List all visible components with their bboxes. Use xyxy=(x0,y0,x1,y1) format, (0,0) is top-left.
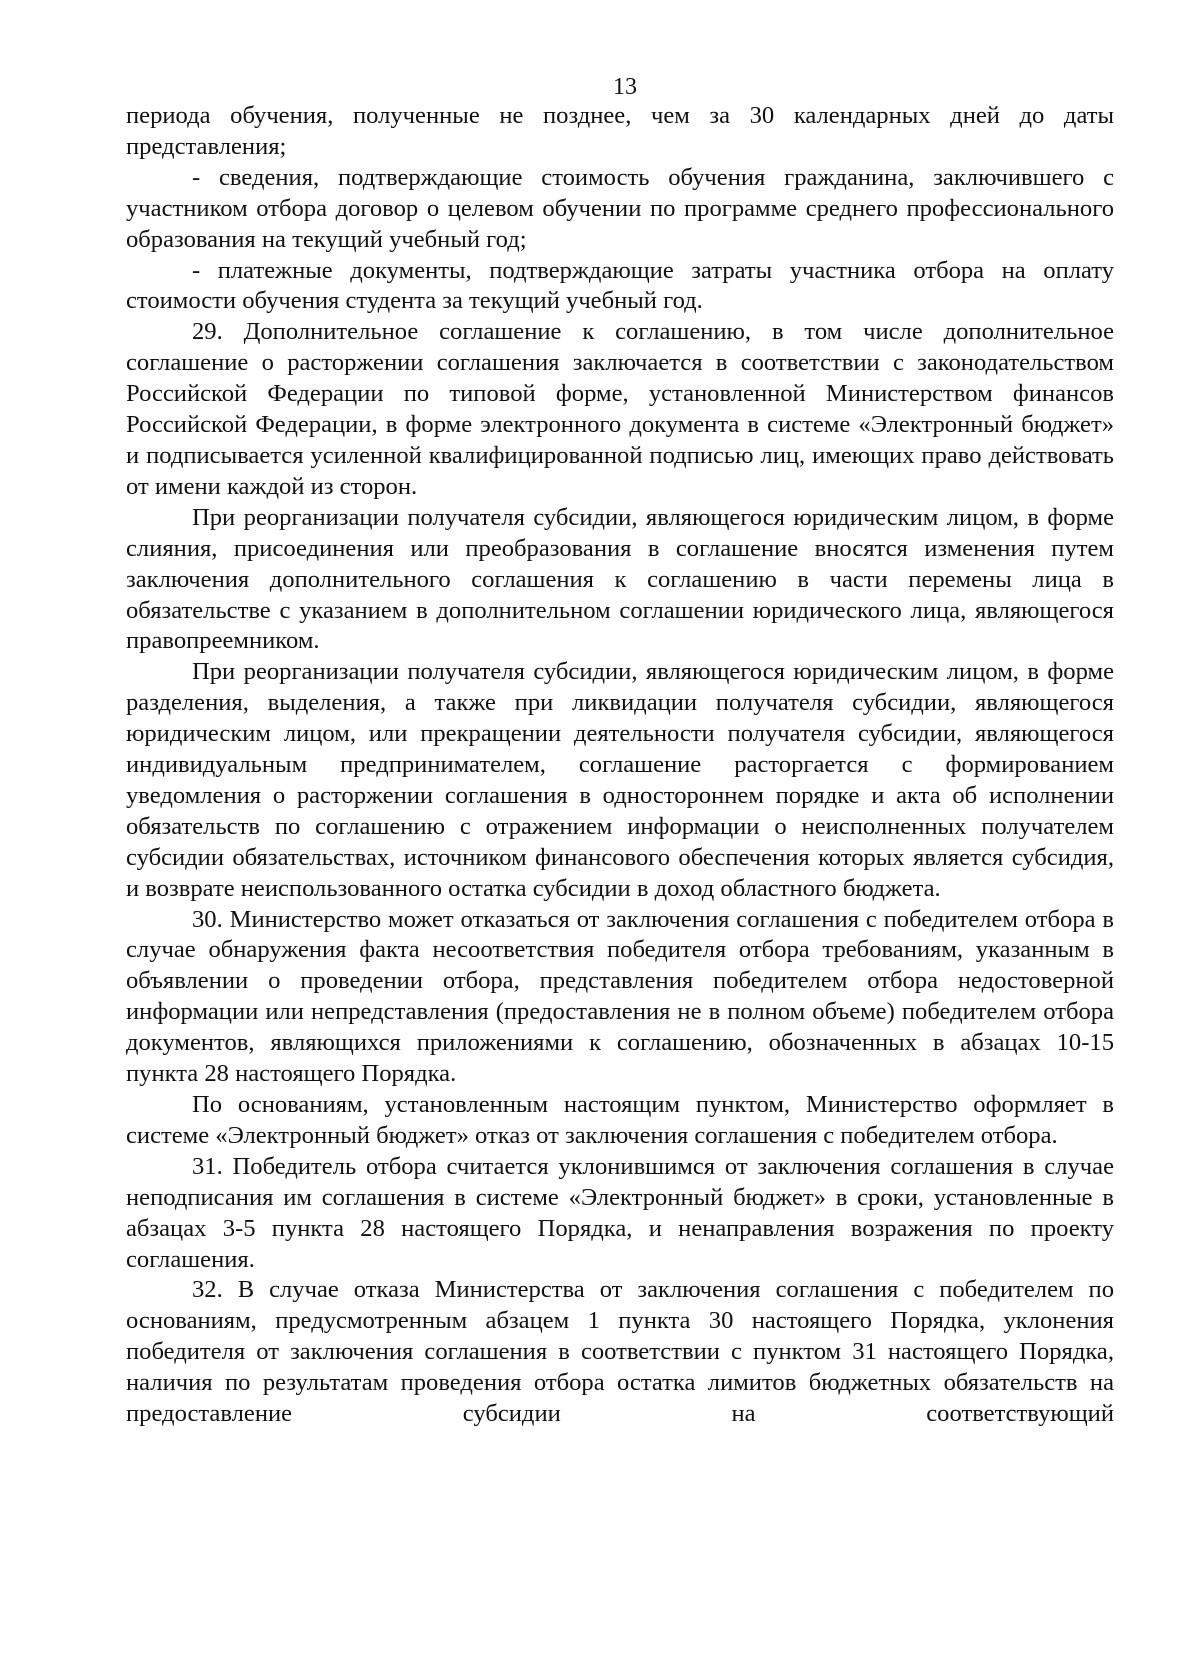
paragraph-clause-30: 30. Министерство может отказаться от заключения соглашения с победителем отбора в случае обнаружения факта несоответствия победителя отбора требованиям, указанным в объявлении о проведении отбора, представления победителем отбора недостоверной информации или непредставления (предоставления не в полном объеме) победителем отбора документов, являющихся приложениями к соглашению, обозначенных в абзацах 10-15 пункта 28 настоящего Порядка. xyxy=(126,905,1114,1088)
paragraph-reorganization-division: При реорганизации получателя субсидии, являющегося юридическим лицом, в форме разделения, выделения, а также при ликвидации получателя субсидии, являющегося юридическим лицом, или прекращении деятельности получателя субсидии, являющегося индивидуальным предпринимателем, соглашение расторгается с формированием уведомления о расторжении соглашения в одностороннем порядке и акта об исполнении обязательств по соглашению с отражением информации о неисполненных получателем субсидии обязательствах, источником финансового обеспечения которых является субсидия, и возврате неиспользованного остатка субсидии в доход областного бюджета. xyxy=(126,658,1114,902)
paragraph-tuition-cost-info: - сведения, подтверждающие стоимость обучения гражданина, заключившего с участником отбора договор о целевом обучении по программе среднего профессионального образования на текущий учебный год; xyxy=(126,163,1114,253)
paragraph-continuation: периода обучения, полученные не позднее, чем за 30 календарных дней до даты представления; xyxy=(126,102,1114,160)
paragraph-clause-29: 29. Дополнительное соглашение к соглашению, в том числе дополнительное соглашение о расторжении соглашения заключается в соответствии с законодательством Российской Федерации по типовой форме, установленной Министерством финансов Российской Федерации, в форме электронного документа в системе «Электронный бюджет» и подписывается усиленной квалифицированной подписью лиц, имеющих право действовать от имени каждой из сторон. xyxy=(126,318,1114,500)
paragraph-clause-31: 31. Победитель отбора считается уклонившимся от заключения соглашения в случае неподписания им соглашения в системе «Электронный бюджет» в сроки, установленные в абзацах 3-5 пункта 28 настоящего Порядка, и ненаправления возражения по проекту соглашения. xyxy=(126,1152,1114,1273)
document-body xyxy=(126,101,1114,1430)
paragraph-reorganization-merger: При реорганизации получателя субсидии, являющегося юридическим лицом, в форме слияния, присоединения или преобразования в соглашение вносятся изменения путем заключения дополнительного соглашения к соглашению в части перемены лица в обязательстве с указанием в дополнительном соглашении юридического лица, являющегося правопреемником. xyxy=(126,503,1114,655)
paragraph-clause-32: 32. В случае отказа Министерства от заключения соглашения с победителем по основаниям, предусмотренным абзацем 1 пункта 30 настоящего Порядка, уклонения победителя от заключения соглашения в соответствии с пунктом 31 настоящего Порядка, наличия по результатам проведения отбора остатка лимитов бюджетных обязательств на предоставление субсидии на соответствующий xyxy=(126,1276,1114,1428)
paragraph-payment-documents: - платежные документы, подтверждающие затраты участника отбора на оплату стоимости обучения студента за текущий учебный год. xyxy=(126,256,1114,315)
paragraph-refusal-grounds: По основаниям, установленным настоящим пунктом, Министерство оформляет в системе «Электронный бюджет» отказ от заключения соглашения с победителем отбора. xyxy=(126,1091,1114,1149)
page-number: 13 xyxy=(613,74,637,100)
